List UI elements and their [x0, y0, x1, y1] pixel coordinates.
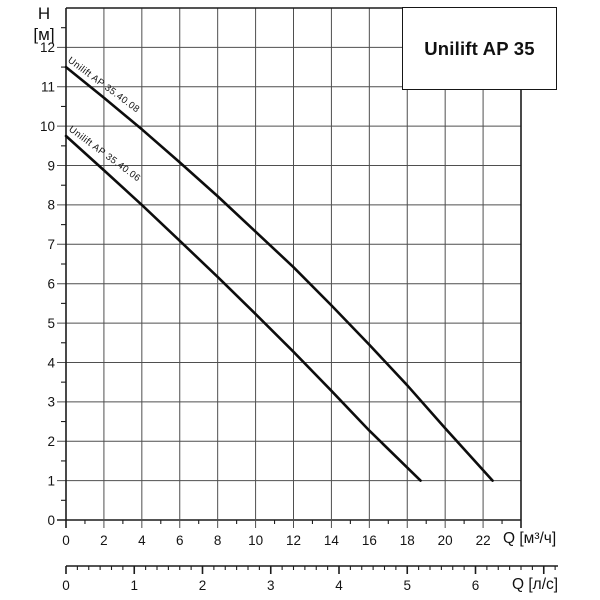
x-axis-tick-label: 2: [100, 533, 108, 548]
y-axis-tick-label: 12: [39, 40, 55, 56]
y-axis-tick-label: 2: [47, 434, 55, 450]
x2-axis-tick-label: 2: [198, 578, 207, 593]
x-axis-tick-label: 4: [138, 533, 146, 548]
x-axis-tick-label: 14: [323, 533, 339, 548]
x-axis-tick-label: 6: [175, 533, 184, 548]
y-axis-tick-label: 3: [47, 394, 55, 410]
chart-title-box: [402, 7, 557, 90]
x-axis-tick-label: 8: [213, 533, 222, 548]
x-axis-tick-label: 0: [62, 533, 70, 548]
x2-axis-title-ls: Q [л/с]: [512, 576, 559, 593]
y-axis-tick-label: 1: [47, 473, 55, 489]
x-axis-tick-label: 22: [475, 533, 491, 548]
y-axis-title: [26, 3, 62, 45]
chart-title: Unilift AP 35: [424, 37, 535, 59]
y-axis-tick-label: 7: [47, 237, 55, 253]
x-axis-tick-label: 16: [361, 533, 377, 548]
curve-label-ap-35-40-06: Unilift AP 35.40.06: [66, 124, 143, 185]
x-axis-title-m3h: Q [м³/ч]: [503, 530, 557, 547]
x-axis-tick-label: 10: [248, 533, 264, 548]
pump-curve-0: [66, 67, 493, 481]
y-axis-tick-label: 4: [47, 355, 55, 371]
x2-axis-tick-label: 5: [403, 578, 412, 593]
y-axis-unit: [м]: [33, 25, 55, 44]
x2-axis-tick-label: 6: [471, 578, 480, 593]
y-axis-symbol: H: [37, 4, 51, 23]
x2-axis-tick-label: 0: [62, 578, 70, 593]
x-axis-tick-label: 18: [399, 533, 415, 548]
x2-axis-tick-label: 1: [130, 578, 139, 593]
pump-curve-1: [66, 136, 421, 481]
y-axis-tick-label: 5: [47, 315, 55, 331]
y-axis-tick-label: 8: [47, 197, 55, 213]
curve-label-ap-35-40-08: Unilift AP 35.40.08: [65, 55, 142, 116]
y-axis-tick-label: 0: [47, 512, 55, 528]
x-axis-tick-label: 12: [285, 533, 302, 548]
x2-axis-tick-label: 4: [335, 578, 343, 593]
x2-axis-tick-label: 3: [266, 578, 275, 593]
y-axis-tick-label: 10: [39, 118, 55, 134]
y-axis-tick-label: 6: [47, 276, 55, 292]
x-axis-tick-label: 20: [437, 533, 453, 548]
y-axis-tick-label: 11: [40, 79, 55, 95]
y-axis-tick-label: 9: [47, 158, 55, 174]
